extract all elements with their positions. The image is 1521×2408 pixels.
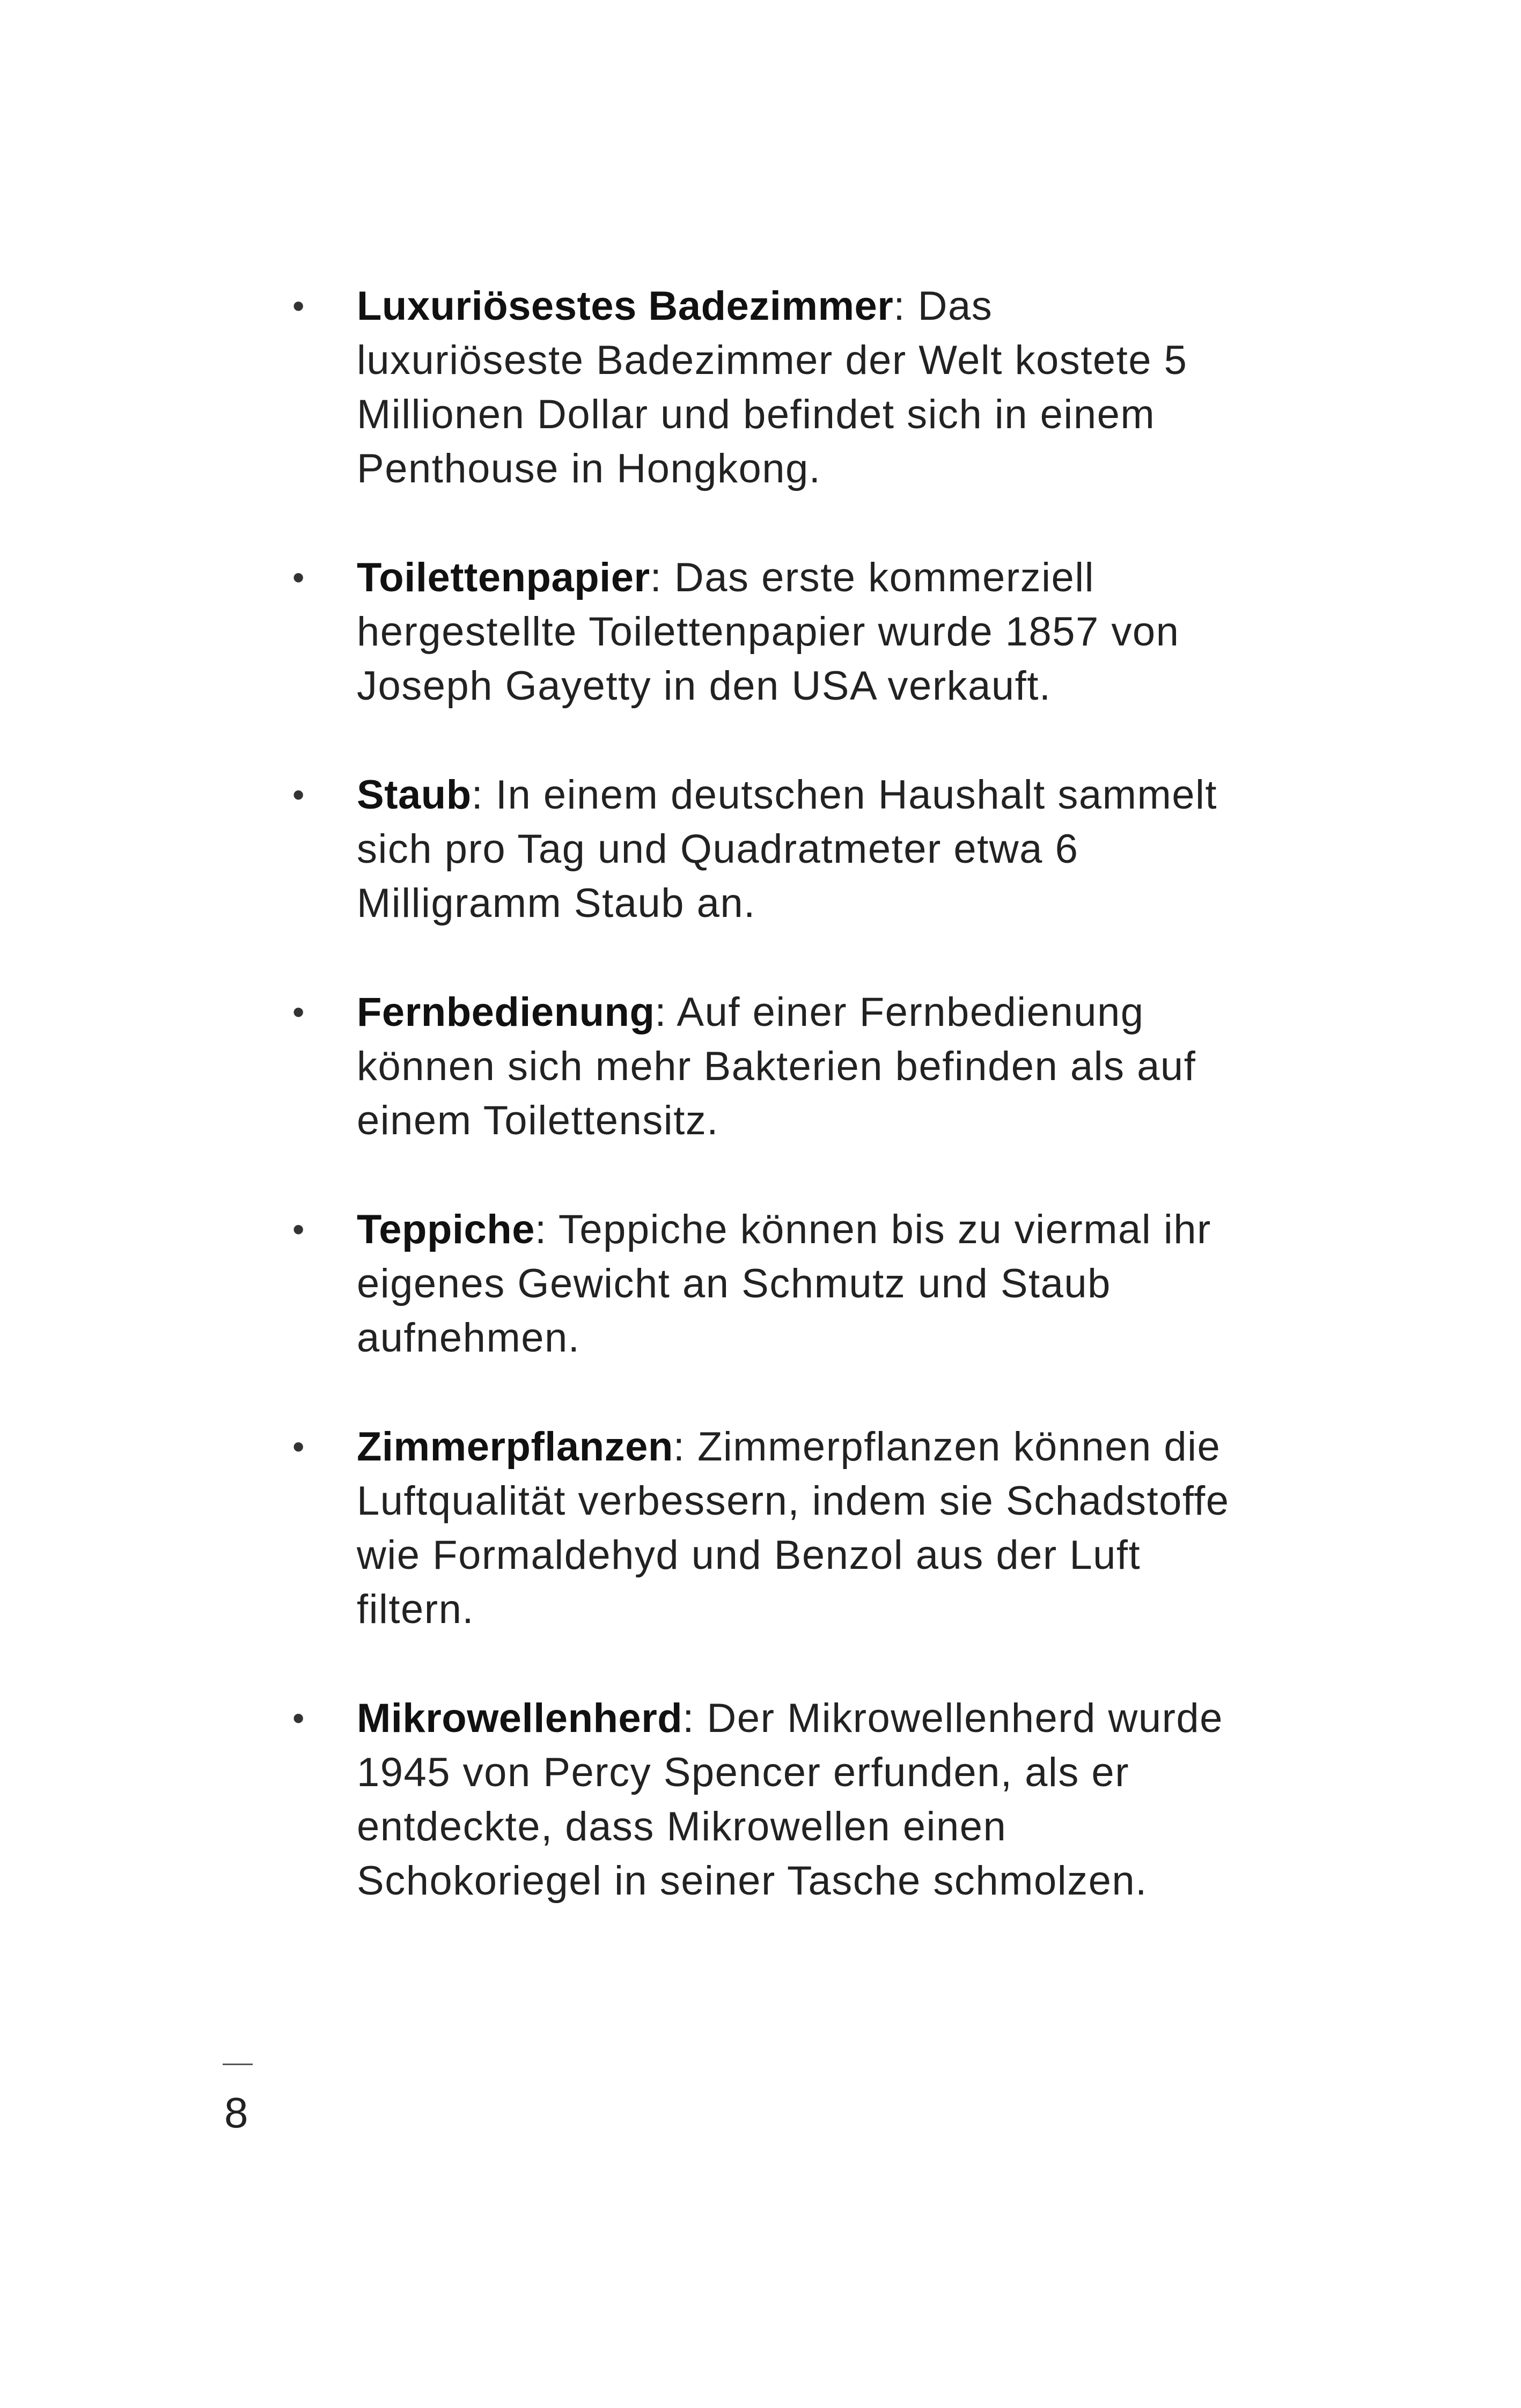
fact-term: Luxuriösestes Badezimmer [357,283,894,329]
page-number: 8 [224,2089,248,2137]
bullet-icon: • [292,1427,305,1466]
bullet-icon: • [292,287,305,325]
fact-term: Mikrowellenherd [357,1695,683,1741]
fact-text: : In einem deutschen Haushalt sammelt sich pro Tag und Quadratmeter etwa 6 Milligramm Staub an. [357,772,1218,926]
bullet-icon: • [292,558,305,597]
fact-text: : Zimmerpflanzen können die Luftqualität verbessern, indem sie Schadstoffe wie Formaldehyd und Benzol aus der Luft filtern. [357,1424,1230,1632]
fact-item-badezimmer [287,279,1231,496]
page-number-rule [223,2064,253,2065]
fact-text: : Das luxuriöseste Badezimmer der Welt kostete 5 Millionen Dollar und befindet sich in einem Penthouse in Hongkong. [357,283,1188,491]
fact-text: : Das erste kommerziell hergestellte Toilettenpapier wurde 1857 von Joseph Gayetty in den USA verkauft. [357,555,1180,709]
bullet-icon: • [292,1210,305,1249]
fact-text: : Der Mikrowellenherd wurde 1945 von Percy Spencer erfunden, als er entdeckte, dass Mikrowellen einen Schokoriegel in seiner Tasche schmolzen. [357,1695,1223,1904]
fact-term: Teppiche [357,1207,535,1252]
bullet-icon: • [292,775,305,814]
fact-term: Staub [357,772,472,818]
fact-item-fernbedienung [287,985,1231,1148]
fact-text: : Teppiche können bis zu viermal ihr eigenes Gewicht an Schmutz und Staub aufnehmen. [357,1207,1211,1361]
fact-item-mikrowellenherd [287,1691,1231,1908]
bullet-icon: • [292,993,305,1031]
fact-list [287,279,1231,1963]
fact-text: : Auf einer Fernbedienung können sich mehr Bakterien befinden als auf einem Toilettensitz. [357,989,1196,1143]
fact-term: Toilettenpapier [357,555,650,600]
fact-item-staub [287,768,1231,930]
fact-item-toilettenpapier [287,550,1231,713]
fact-term: Zimmerpflanzen [357,1424,673,1470]
fact-item-zimmerpflanzen [287,1420,1231,1636]
bullet-icon: • [292,1699,305,1737]
fact-item-teppiche [287,1202,1231,1365]
fact-term: Fernbedienung [357,989,655,1035]
